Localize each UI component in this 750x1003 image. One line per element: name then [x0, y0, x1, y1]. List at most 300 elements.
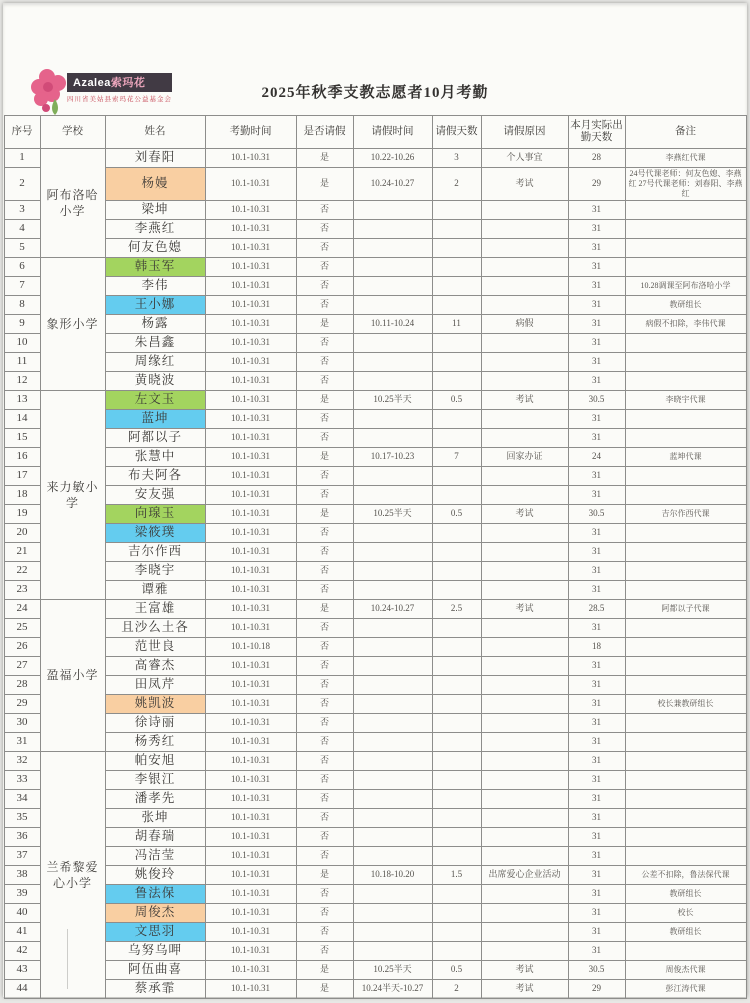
table-row: [4, 581, 746, 600]
cell-is-leave: 否: [296, 733, 353, 752]
cell-leave-days: [432, 524, 481, 543]
cell-leave-reason: [481, 828, 568, 847]
cell-actual-days: 30.5: [568, 961, 625, 980]
cell-leave-days: 1.5: [432, 866, 481, 885]
cell-leave-days: 0.5: [432, 391, 481, 410]
cell-leave-reason: 考试: [481, 505, 568, 524]
cell-actual-days: 31: [568, 847, 625, 866]
cell-leave-time: [353, 790, 432, 809]
cell-name: 胡春瑞: [105, 828, 205, 847]
cell-leave-time: [353, 201, 432, 220]
cell-leave-time: [353, 695, 432, 714]
cell-leave-days: [432, 220, 481, 239]
cell-leave-reason: [481, 486, 568, 505]
cell-name: 谭雅: [105, 581, 205, 600]
cell-name: 范世良: [105, 638, 205, 657]
cell-attendance-period: 10.1-10.31: [205, 847, 296, 866]
cell-leave-reason: [481, 923, 568, 942]
cell-leave-days: [432, 429, 481, 448]
cell-name: 杨嫚: [105, 168, 205, 201]
cell-attendance-period: 10.1-10.18: [205, 638, 296, 657]
cell-leave-time: [353, 923, 432, 942]
cell-is-leave: 否: [296, 524, 353, 543]
table-row: [4, 277, 746, 296]
cell-attendance-period: 10.1-10.31: [205, 733, 296, 752]
cell-leave-reason: [481, 942, 568, 961]
cell-index: 42: [4, 942, 40, 961]
table-header: [4, 116, 746, 149]
cell-is-leave: 否: [296, 429, 353, 448]
cell-name: 鲁法保: [105, 885, 205, 904]
table-row: [4, 353, 746, 372]
table-row: [4, 524, 746, 543]
cell-leave-days: [432, 543, 481, 562]
cell-name: 王富雄: [105, 600, 205, 619]
column-header-5: 请假时间: [353, 116, 432, 149]
table-row: [4, 391, 746, 410]
cell-actual-days: 30.5: [568, 391, 625, 410]
cell-leave-reason: [481, 752, 568, 771]
column-header-3: 考勤时间: [205, 116, 296, 149]
cell-attendance-period: 10.1-10.31: [205, 619, 296, 638]
cell-remark: 教研组长: [625, 923, 746, 942]
cell-index: 13: [4, 391, 40, 410]
cell-is-leave: 是: [296, 961, 353, 980]
cell-leave-reason: [481, 885, 568, 904]
cell-leave-time: [353, 429, 432, 448]
cell-name: 杨秀红: [105, 733, 205, 752]
cell-leave-reason: 考试: [481, 600, 568, 619]
cell-remark: 李燕红代课: [625, 149, 746, 168]
cell-is-leave: 否: [296, 828, 353, 847]
table-row: [4, 790, 746, 809]
cell-index: 9: [4, 315, 40, 334]
table-row: [4, 467, 746, 486]
cell-name: 乌努乌呷: [105, 942, 205, 961]
cell-leave-reason: [481, 372, 568, 391]
cell-index: 16: [4, 448, 40, 467]
cell-is-leave: 是: [296, 149, 353, 168]
cell-actual-days: 31: [568, 809, 625, 828]
cell-actual-days: 31: [568, 904, 625, 923]
cell-is-leave: 否: [296, 220, 353, 239]
cell-attendance-period: 10.1-10.31: [205, 220, 296, 239]
cell-leave-days: [432, 258, 481, 277]
cell-is-leave: 是: [296, 866, 353, 885]
cell-attendance-period: 10.1-10.31: [205, 657, 296, 676]
cell-leave-time: [353, 562, 432, 581]
cell-leave-time: [353, 543, 432, 562]
cell-attendance-period: 10.1-10.31: [205, 600, 296, 619]
cell-name: 韩玉军: [105, 258, 205, 277]
cell-remark: [625, 942, 746, 961]
cell-remark: 公差不扣除，鲁法保代课: [625, 866, 746, 885]
table-row: [4, 866, 746, 885]
cell-index: 39: [4, 885, 40, 904]
cell-name: 帕安旭: [105, 752, 205, 771]
cell-index: 19: [4, 505, 40, 524]
cell-remark: [625, 581, 746, 600]
column-header-0: 序号: [4, 116, 40, 149]
cell-remark: [625, 524, 746, 543]
cell-actual-days: 31: [568, 676, 625, 695]
cell-index: 27: [4, 657, 40, 676]
cell-actual-days: 31: [568, 429, 625, 448]
table-row: [4, 771, 746, 790]
cell-name: 向瑔玉: [105, 505, 205, 524]
cell-name: 周俊杰: [105, 904, 205, 923]
cell-actual-days: 31: [568, 467, 625, 486]
table-row: [4, 885, 746, 904]
cell-leave-days: [432, 695, 481, 714]
cell-leave-days: [432, 714, 481, 733]
cell-name: 张坤: [105, 809, 205, 828]
cell-attendance-period: 10.1-10.31: [205, 885, 296, 904]
cell-name: 李燕红: [105, 220, 205, 239]
cell-remark: 校长: [625, 904, 746, 923]
cell-leave-days: [432, 676, 481, 695]
cell-leave-time: 10.25半天: [353, 961, 432, 980]
cell-is-leave: 否: [296, 277, 353, 296]
cell-name: 蔡承霏: [105, 980, 205, 999]
cell-attendance-period: 10.1-10.31: [205, 505, 296, 524]
cell-is-leave: 否: [296, 771, 353, 790]
cell-index: 1: [4, 149, 40, 168]
cell-actual-days: 31: [568, 562, 625, 581]
cell-index: 35: [4, 809, 40, 828]
cell-name: 蓝坤: [105, 410, 205, 429]
cell-is-leave: 否: [296, 353, 353, 372]
cell-leave-time: [353, 714, 432, 733]
cell-actual-days: 31: [568, 277, 625, 296]
cell-leave-days: 0.5: [432, 961, 481, 980]
cell-leave-time: [353, 353, 432, 372]
cell-is-leave: 否: [296, 942, 353, 961]
cell-is-leave: 否: [296, 923, 353, 942]
cell-index: 23: [4, 581, 40, 600]
cell-leave-time: [353, 372, 432, 391]
cell-leave-time: [353, 581, 432, 600]
cell-index: 38: [4, 866, 40, 885]
cell-index: 4: [4, 220, 40, 239]
cell-remark: 周俊杰代课: [625, 961, 746, 980]
cell-actual-days: 31: [568, 942, 625, 961]
table-row: [4, 429, 746, 448]
cell-index: 26: [4, 638, 40, 657]
cell-actual-days: 31: [568, 828, 625, 847]
cell-index: 44: [4, 980, 40, 999]
cell-attendance-period: 10.1-10.31: [205, 353, 296, 372]
cell-leave-reason: [481, 239, 568, 258]
cell-remark: 校长兼教研组长: [625, 695, 746, 714]
cell-leave-reason: [481, 353, 568, 372]
cell-is-leave: 否: [296, 847, 353, 866]
cell-name: 王小娜: [105, 296, 205, 315]
cell-remark: [625, 372, 746, 391]
cell-leave-time: 10.17-10.23: [353, 448, 432, 467]
cell-is-leave: 否: [296, 714, 353, 733]
header-row: [4, 116, 746, 149]
cell-leave-days: [432, 277, 481, 296]
cell-name: 梁筱璞: [105, 524, 205, 543]
table-row: [4, 809, 746, 828]
cell-remark: [625, 467, 746, 486]
page-title: 2025年秋季支教志愿者10月考勤: [261, 85, 489, 101]
cell-attendance-period: 10.1-10.31: [205, 581, 296, 600]
cell-index: 6: [4, 258, 40, 277]
logo-subtitle: 四川省美姑县索玛花公益基金会: [67, 96, 172, 103]
cell-index: 36: [4, 828, 40, 847]
table-row: [4, 961, 746, 980]
cell-is-leave: 是: [296, 168, 353, 201]
cell-index: 7: [4, 277, 40, 296]
cell-name: 文思羽: [105, 923, 205, 942]
cell-remark: [625, 334, 746, 353]
cell-leave-days: [432, 752, 481, 771]
cell-attendance-period: 10.1-10.31: [205, 168, 296, 201]
cell-school: 阿布洛哈小学: [40, 149, 105, 258]
cell-actual-days: 29: [568, 980, 625, 999]
cell-actual-days: 31: [568, 657, 625, 676]
cell-leave-time: [353, 828, 432, 847]
table-row: [4, 334, 746, 353]
cell-leave-days: [432, 296, 481, 315]
cell-actual-days: 31: [568, 334, 625, 353]
cell-attendance-period: 10.1-10.31: [205, 790, 296, 809]
cell-remark: [625, 676, 746, 695]
cell-leave-reason: [481, 410, 568, 429]
cell-is-leave: 否: [296, 486, 353, 505]
table-row: [4, 372, 746, 391]
cell-leave-reason: 考试: [481, 391, 568, 410]
cell-actual-days: 28: [568, 149, 625, 168]
cell-index: 24: [4, 600, 40, 619]
cell-leave-time: 10.24-10.27: [353, 600, 432, 619]
cell-name: 冯洁莹: [105, 847, 205, 866]
cell-is-leave: 否: [296, 638, 353, 657]
cell-is-leave: 否: [296, 752, 353, 771]
cell-attendance-period: 10.1-10.31: [205, 277, 296, 296]
cell-is-leave: 否: [296, 334, 353, 353]
cell-leave-reason: 出席爱心企业活动: [481, 866, 568, 885]
cell-index: 33: [4, 771, 40, 790]
cell-attendance-period: 10.1-10.31: [205, 486, 296, 505]
cell-is-leave: 否: [296, 581, 353, 600]
cell-actual-days: 31: [568, 296, 625, 315]
cell-leave-reason: [481, 619, 568, 638]
cell-leave-days: [432, 771, 481, 790]
cell-attendance-period: 10.1-10.31: [205, 771, 296, 790]
cell-leave-days: 0.5: [432, 505, 481, 524]
cell-index: 17: [4, 467, 40, 486]
table-row: [4, 980, 746, 999]
cell-leave-days: [432, 372, 481, 391]
cell-leave-time: [353, 942, 432, 961]
cell-index: 37: [4, 847, 40, 866]
cell-index: 8: [4, 296, 40, 315]
cell-leave-time: [353, 676, 432, 695]
cell-name: 姚俊玲: [105, 866, 205, 885]
cell-leave-days: 2.5: [432, 600, 481, 619]
cell-leave-time: [353, 220, 432, 239]
cell-leave-reason: [481, 543, 568, 562]
cell-name: 刘春阳: [105, 149, 205, 168]
column-header-1: 学校: [40, 116, 105, 149]
cell-attendance-period: 10.1-10.31: [205, 372, 296, 391]
cell-actual-days: 31: [568, 923, 625, 942]
cell-is-leave: 否: [296, 201, 353, 220]
cell-leave-days: [432, 353, 481, 372]
cell-attendance-period: 10.1-10.31: [205, 752, 296, 771]
cell-leave-days: [432, 809, 481, 828]
cell-actual-days: 31: [568, 315, 625, 334]
cell-leave-time: 10.25半天: [353, 391, 432, 410]
cell-actual-days: 31: [568, 353, 625, 372]
cell-actual-days: 31: [568, 790, 625, 809]
cell-leave-reason: [481, 201, 568, 220]
cell-index: 28: [4, 676, 40, 695]
table-row: [4, 543, 746, 562]
cell-name: 姚凯波: [105, 695, 205, 714]
cell-remark: [625, 809, 746, 828]
cell-remark: [625, 562, 746, 581]
cell-leave-time: 10.22-10.26: [353, 149, 432, 168]
cell-index: 40: [4, 904, 40, 923]
cell-attendance-period: 10.1-10.31: [205, 980, 296, 999]
cell-is-leave: 否: [296, 410, 353, 429]
cell-remark: [625, 790, 746, 809]
cell-attendance-period: 10.1-10.31: [205, 315, 296, 334]
cell-remark: [625, 714, 746, 733]
cell-remark: [625, 410, 746, 429]
table-row: [4, 904, 746, 923]
cell-attendance-period: 10.1-10.31: [205, 467, 296, 486]
cell-index: 30: [4, 714, 40, 733]
cell-attendance-period: 10.1-10.31: [205, 239, 296, 258]
cell-leave-time: 10.24半天-10.27: [353, 980, 432, 999]
cell-remark: [625, 486, 746, 505]
cell-name: 且沙么土各: [105, 619, 205, 638]
cell-is-leave: 否: [296, 239, 353, 258]
cell-remark: 吉尔作西代课: [625, 505, 746, 524]
cell-attendance-period: 10.1-10.31: [205, 714, 296, 733]
cell-leave-reason: 考试: [481, 980, 568, 999]
column-header-8: 本月实际出勤天数: [568, 116, 625, 149]
cell-is-leave: 是: [296, 600, 353, 619]
cell-actual-days: 31: [568, 372, 625, 391]
cell-leave-reason: [481, 657, 568, 676]
cell-actual-days: 28.5: [568, 600, 625, 619]
cell-remark: [625, 619, 746, 638]
cell-name: 安友强: [105, 486, 205, 505]
table-row: [4, 315, 746, 334]
cell-name: 周缘红: [105, 353, 205, 372]
table-row: [4, 258, 746, 277]
cell-leave-days: [432, 334, 481, 353]
cell-actual-days: 30.5: [568, 505, 625, 524]
table-row: [4, 486, 746, 505]
cell-leave-days: 2: [432, 980, 481, 999]
cell-remark: [625, 201, 746, 220]
cell-is-leave: 否: [296, 296, 353, 315]
cell-is-leave: 否: [296, 657, 353, 676]
table-row: [4, 410, 746, 429]
cell-attendance-period: 10.1-10.31: [205, 828, 296, 847]
cell-name: 张慧中: [105, 448, 205, 467]
cell-is-leave: 否: [296, 885, 353, 904]
cell-actual-days: 31: [568, 258, 625, 277]
cell-leave-reason: 考试: [481, 168, 568, 201]
cell-leave-days: 11: [432, 315, 481, 334]
table-row: [4, 239, 746, 258]
cell-actual-days: 31: [568, 619, 625, 638]
cell-leave-time: [353, 334, 432, 353]
cell-index: 32: [4, 752, 40, 771]
table-row: [4, 448, 746, 467]
cell-leave-reason: [481, 296, 568, 315]
cell-attendance-period: 10.1-10.31: [205, 391, 296, 410]
column-header-9: 备注: [625, 116, 746, 149]
column-header-6: 请假天数: [432, 116, 481, 149]
cell-actual-days: 31: [568, 771, 625, 790]
cell-actual-days: 29: [568, 168, 625, 201]
cell-leave-time: [353, 486, 432, 505]
cell-index: 3: [4, 201, 40, 220]
cell-attendance-period: 10.1-10.31: [205, 562, 296, 581]
cell-actual-days: 31: [568, 733, 625, 752]
cell-attendance-period: 10.1-10.31: [205, 961, 296, 980]
cell-leave-time: [353, 885, 432, 904]
cell-index: 10: [4, 334, 40, 353]
cell-leave-reason: [481, 695, 568, 714]
cell-index: 41: [4, 923, 40, 942]
cell-index: 43: [4, 961, 40, 980]
cell-actual-days: 31: [568, 885, 625, 904]
cell-leave-days: [432, 828, 481, 847]
cell-leave-reason: [481, 334, 568, 353]
cell-index: 29: [4, 695, 40, 714]
cell-index: 20: [4, 524, 40, 543]
cell-leave-time: 10.25半天: [353, 505, 432, 524]
cell-is-leave: 否: [296, 904, 353, 923]
cell-attendance-period: 10.1-10.31: [205, 334, 296, 353]
cell-remark: [625, 771, 746, 790]
cell-leave-time: [353, 258, 432, 277]
cell-leave-days: [432, 657, 481, 676]
cell-leave-reason: [481, 429, 568, 448]
scanned-page: [3, 3, 747, 997]
cell-actual-days: 31: [568, 714, 625, 733]
cell-name: 阿都以子: [105, 429, 205, 448]
cell-attendance-period: 10.1-10.31: [205, 296, 296, 315]
cell-actual-days: 31: [568, 866, 625, 885]
cell-leave-days: [432, 733, 481, 752]
cell-actual-days: 31: [568, 201, 625, 220]
cell-index: 11: [4, 353, 40, 372]
cell-is-leave: 否: [296, 809, 353, 828]
cell-index: 31: [4, 733, 40, 752]
cell-leave-days: [432, 847, 481, 866]
table-row: [4, 847, 746, 866]
cell-leave-days: [432, 790, 481, 809]
cell-actual-days: 31: [568, 695, 625, 714]
cell-leave-days: [432, 904, 481, 923]
cell-is-leave: 是: [296, 505, 353, 524]
cell-is-leave: 否: [296, 372, 353, 391]
cell-name: 黄晓波: [105, 372, 205, 391]
cell-index: 22: [4, 562, 40, 581]
cell-leave-time: [353, 771, 432, 790]
